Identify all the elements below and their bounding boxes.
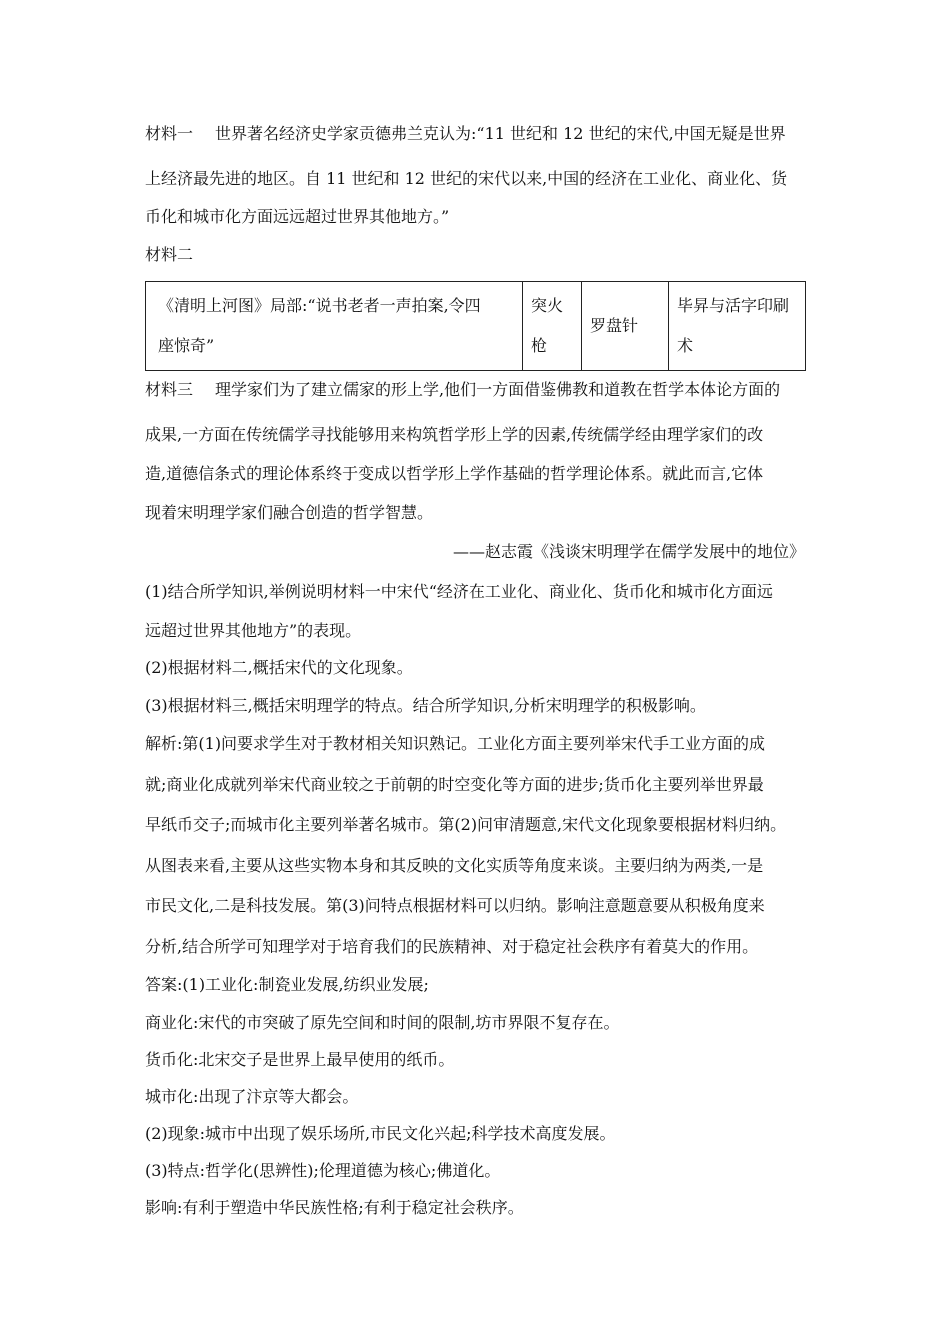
question-3: (3)根据材料三,概括宋明理学的特点。结合所学知识,分析宋明理学的积极影响。 xyxy=(145,696,706,715)
answer-line-1: 答案:(1)工业化:制瓷业发展,纺织业发展; xyxy=(145,975,429,994)
answer-line-7: 影响:有利于塑造中华民族性格;有利于稳定社会秩序。 xyxy=(145,1198,524,1217)
material3-line-3: 造,道德信条式的理论体系终于变成以哲学形上学作基础的哲学理论体系。就此而言,它体 xyxy=(145,464,764,483)
question-1-line-2: 远超过世界其他地方”的表现。 xyxy=(145,621,362,640)
material3-label: 材料三 xyxy=(145,380,194,399)
table-cell-movable-type: 毕昇与活字印刷 术 xyxy=(669,282,806,371)
table-cell-compass: 罗盘针 xyxy=(582,282,669,371)
material1-line-2: 上经济最先进的地区。自 11 世纪和 12 世纪的宋代以来,中国的经济在工业化、商业化、货 xyxy=(145,169,788,188)
material1-line-3: 币化和城市化方面远远超过世界其他地方。” xyxy=(145,207,450,226)
material1-label: 材料一 xyxy=(145,124,194,143)
analysis-line-1: 解析:第(1)问要求学生对于教材相关知识熟记。工业化方面主要列举宋代手工业方面的成 xyxy=(145,734,766,753)
question-2: (2)根据材料二,概括宋代的文化现象。 xyxy=(145,658,413,677)
answer-line-6: (3)特点:哲学化(思辨性);伦理道德为核心;佛道化。 xyxy=(145,1161,501,1180)
analysis-line-3: 早纸币交子;而城市化主要列举著名城市。第(2)问审清题意,宋代文化现象要根据材料归纳。 xyxy=(145,815,787,834)
answer-line-3: 货币化:北宋交子是世界上最早使用的纸币。 xyxy=(145,1050,455,1069)
analysis-line-5: 市民文化,二是科技发展。第(3)问特点根据材料可以归纳。影响注意题意要从积极角度来 xyxy=(145,896,765,915)
answer-line-5: (2)现象:城市中出现了娱乐场所,市民文化兴起;科学技术高度发展。 xyxy=(145,1124,616,1143)
material3-line-1: 材料三 理学家们为了建立儒家的形上学,他们一方面借鉴佛教和道教在哲学本体论方面的 xyxy=(145,380,781,399)
material3-line-2: 成果,一方面在传统儒学寻找能够用来构筑哲学形上学的因素,传统儒学经由理学家们的改 xyxy=(145,425,764,444)
answer-line-2: 商业化:宋代的市突破了原先空间和时间的限制,坊市界限不复存在。 xyxy=(145,1013,620,1032)
table-cell-fire-lance: 突火 枪 xyxy=(523,282,582,371)
table-row xyxy=(146,282,806,371)
answer-line-4: 城市化:出现了汴京等大都会。 xyxy=(145,1087,359,1106)
material3-line-4: 现着宋明理学家们融合创造的哲学智慧。 xyxy=(145,503,434,522)
question-1-line-1: (1)结合所学知识,举例说明材料一中宋代“经济在工业化、商业化、货币化和城市化方面远 xyxy=(145,582,773,601)
material2-table xyxy=(145,281,806,371)
analysis-line-6: 分析,结合所学可知理学对于培育我们的民族精神、对于稳定社会秩序有着莫大的作用。 xyxy=(145,937,759,956)
analysis-line-4: 从图表来看,主要从这些实物本身和其反映的文化实质等角度来谈。主要归纳为两类,一是 xyxy=(145,856,764,875)
material1-line-1: 材料一 世界著名经济史学家贡德弗兰克认为:“11 世纪和 12 世纪的宋代,中国无疑是世界 xyxy=(145,124,786,143)
material2-label: 材料二 xyxy=(145,245,194,264)
analysis-line-2: 就;商业化成就列举宋代商业较之于前朝的时空变化等方面的进步;货币化主要列举世界最 xyxy=(145,775,764,794)
material3-source: ——赵志霞《浅谈宋明理学在儒学发展中的地位》 xyxy=(452,542,805,561)
table-cell-qingming: 《清明上河图》局部:“说书老者一声拍案,令四 座惊奇” xyxy=(146,282,523,371)
